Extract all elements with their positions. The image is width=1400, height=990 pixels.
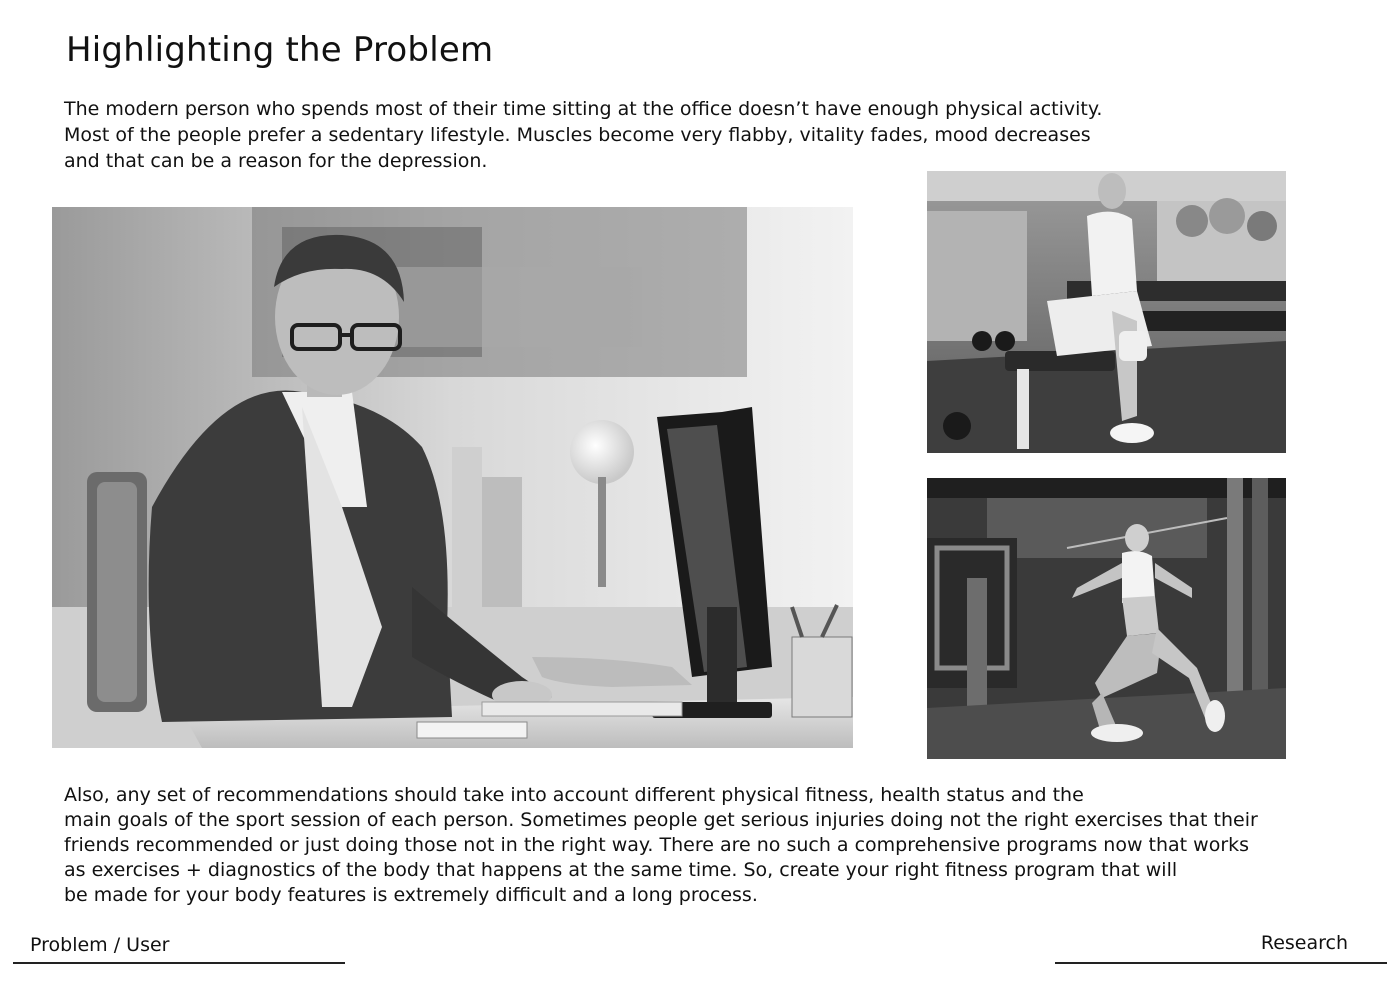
outro-line: be made for your body features is extremely difficult and a long process. [64,884,758,906]
outro-line: friends recommended or just doing those not in the right way. There are no such a comprehensive programs now that works [64,834,1250,856]
page-title: Highlighting the Problem [66,30,494,70]
footer-section-label: Problem / User [30,934,170,956]
intro-line: and that can be a reason for the depression. [64,150,488,172]
intro-paragraph [64,96,1244,174]
gym-injury-photo [927,171,1286,453]
footer-right-rule [1055,962,1387,964]
outro-line: Also, any set of recommendations should take into account different physical fitness, health status and the [64,784,1084,806]
footer-chapter-label: Research [1260,932,1348,954]
gym-workout-photo [927,478,1286,759]
intro-line: The modern person who spends most of their time sitting at the office doesn’t have enough physical activity. [64,98,1103,120]
outro-line: as exercises + diagnostics of the body that happens at the same time. So, create your right fitness program that will [64,859,1178,881]
outro-paragraph [64,783,1354,908]
footer-left-rule [13,962,345,964]
outro-line: main goals of the sport session of each person. Sometimes people get serious injuries doing not the right exercises that their [64,809,1258,831]
office-worker-photo [52,207,853,748]
intro-line: Most of the people prefer a sedentary lifestyle. Muscles become very flabby, vitality fades, mood decreases [64,124,1091,146]
